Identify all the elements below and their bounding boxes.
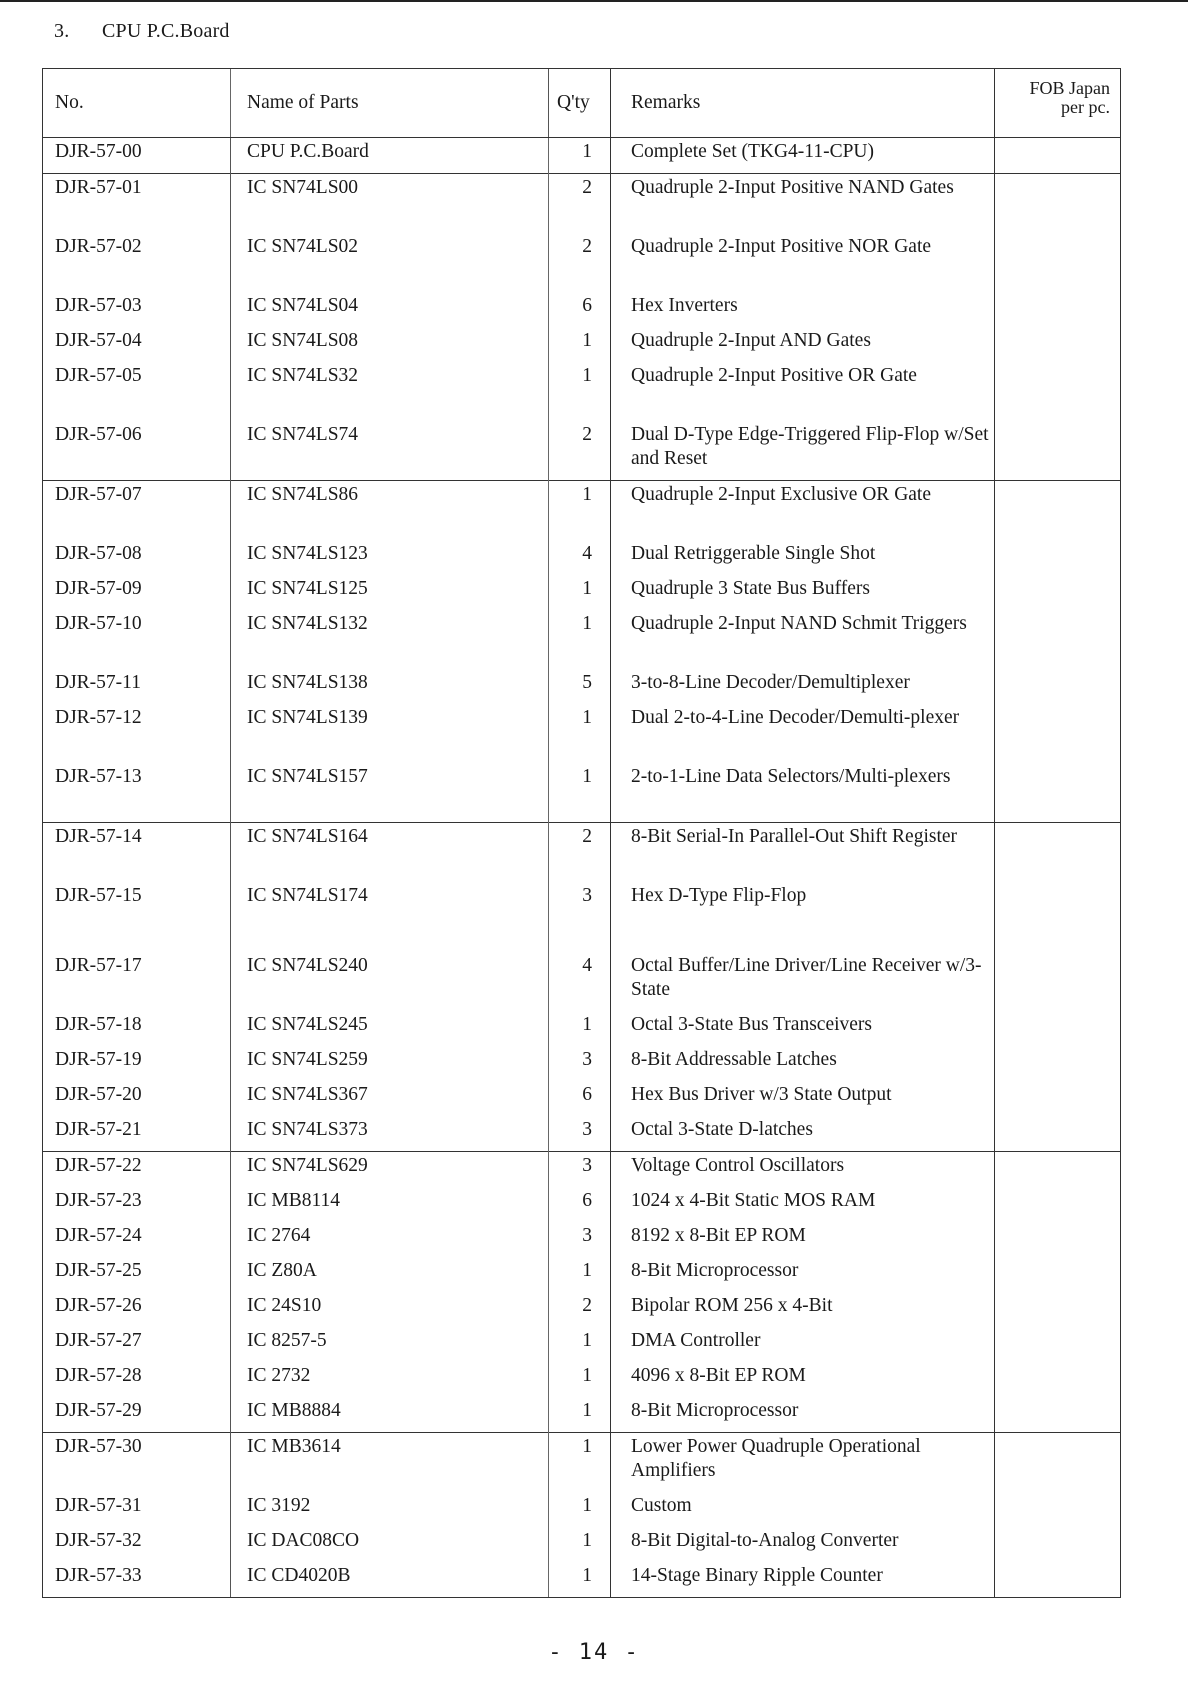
quantity-cell: 2 bbox=[549, 823, 611, 883]
quantity-cell: 1 bbox=[549, 362, 611, 421]
remarks-cell: Dual 2-to-4-Line Decoder/Demulti-plexer bbox=[611, 704, 995, 763]
quantity-cell: 1 bbox=[549, 1433, 611, 1493]
part-name-cell: IC SN74LS00 bbox=[231, 174, 549, 234]
quantity-cell: 1 bbox=[549, 138, 611, 174]
part-name-cell: IC 8257-5 bbox=[231, 1327, 549, 1362]
part-number-cell: DJR-57-32 bbox=[43, 1527, 231, 1562]
fob-price-cell bbox=[995, 138, 1121, 174]
quantity-cell: 2 bbox=[549, 174, 611, 234]
fob-price-cell bbox=[995, 1362, 1121, 1397]
part-number-cell: DJR-57-07 bbox=[43, 481, 231, 541]
fob-price-cell bbox=[995, 1152, 1121, 1188]
remarks-cell: 4096 x 8-Bit EP ROM bbox=[611, 1362, 995, 1397]
quantity-cell: 2 bbox=[549, 421, 611, 481]
quantity-cell: 2 bbox=[549, 1292, 611, 1327]
part-number-cell: DJR-57-02 bbox=[43, 233, 231, 292]
header-no: No. bbox=[43, 69, 231, 138]
quantity-cell: 3 bbox=[549, 882, 611, 952]
fob-price-cell bbox=[995, 823, 1121, 883]
part-name-cell: IC SN74LS139 bbox=[231, 704, 549, 763]
part-name-cell: IC SN74LS174 bbox=[231, 882, 549, 952]
fob-price-cell bbox=[995, 1562, 1121, 1598]
header-qty: Q'ty bbox=[549, 69, 611, 138]
part-name-cell: IC SN74LS08 bbox=[231, 327, 549, 362]
part-number-cell: DJR-57-14 bbox=[43, 823, 231, 883]
remarks-cell: Custom bbox=[611, 1492, 995, 1527]
table-row bbox=[43, 1397, 1121, 1433]
part-number-cell: DJR-57-17 bbox=[43, 952, 231, 1011]
part-number-cell: DJR-57-29 bbox=[43, 1397, 231, 1433]
part-number-cell: DJR-57-09 bbox=[43, 575, 231, 610]
quantity-cell: 1 bbox=[549, 1527, 611, 1562]
part-number-cell: DJR-57-12 bbox=[43, 704, 231, 763]
part-name-cell: IC SN74LS74 bbox=[231, 421, 549, 481]
table-row bbox=[43, 1362, 1121, 1397]
remarks-cell: 8-Bit Serial-In Parallel-Out Shift Register bbox=[611, 823, 995, 883]
table-row bbox=[43, 669, 1121, 704]
part-name-cell: IC MB3614 bbox=[231, 1433, 549, 1493]
table-row bbox=[43, 1562, 1121, 1598]
remarks-cell: Octal 3-State Bus Transceivers bbox=[611, 1011, 995, 1046]
header-fob-line1: FOB Japan bbox=[1029, 78, 1110, 98]
fob-price-cell bbox=[995, 1397, 1121, 1433]
table-row bbox=[43, 1292, 1121, 1327]
part-number-cell: DJR-57-27 bbox=[43, 1327, 231, 1362]
table-row bbox=[43, 1116, 1121, 1152]
quantity-cell: 1 bbox=[549, 481, 611, 541]
part-name-cell: IC SN74LS259 bbox=[231, 1046, 549, 1081]
part-number-cell: DJR-57-08 bbox=[43, 540, 231, 575]
fob-price-cell bbox=[995, 704, 1121, 763]
remarks-cell: Lower Power Quadruple Operational Amplifiers bbox=[611, 1433, 995, 1493]
fob-price-cell bbox=[995, 1492, 1121, 1527]
remarks-cell: 8-Bit Addressable Latches bbox=[611, 1046, 995, 1081]
fob-price-cell bbox=[995, 669, 1121, 704]
remarks-cell: Hex Bus Driver w/3 State Output bbox=[611, 1081, 995, 1116]
remarks-cell: 8-Bit Microprocessor bbox=[611, 1397, 995, 1433]
remarks-cell: 8192 x 8-Bit EP ROM bbox=[611, 1222, 995, 1257]
remarks-cell: Dual Retriggerable Single Shot bbox=[611, 540, 995, 575]
header-fob-price bbox=[995, 69, 1121, 138]
part-number-cell: DJR-57-15 bbox=[43, 882, 231, 952]
part-name-cell: IC 3192 bbox=[231, 1492, 549, 1527]
part-name-cell: IC 2732 bbox=[231, 1362, 549, 1397]
part-name-cell: IC SN74LS157 bbox=[231, 763, 549, 823]
parts-table-header bbox=[43, 69, 1121, 138]
part-number-cell: DJR-57-33 bbox=[43, 1562, 231, 1598]
parts-table bbox=[42, 68, 1121, 1598]
part-number-cell: DJR-57-22 bbox=[43, 1152, 231, 1188]
table-row bbox=[43, 763, 1121, 823]
fob-price-cell bbox=[995, 481, 1121, 541]
remarks-cell: DMA Controller bbox=[611, 1327, 995, 1362]
quantity-cell: 6 bbox=[549, 1187, 611, 1222]
section-title: CPU P.C.Board bbox=[102, 20, 230, 42]
quantity-cell: 2 bbox=[549, 233, 611, 292]
remarks-cell: Octal Buffer/Line Driver/Line Receiver w/3-State bbox=[611, 952, 995, 1011]
quantity-cell: 1 bbox=[549, 327, 611, 362]
remarks-cell: 3-to-8-Line Decoder/Demultiplexer bbox=[611, 669, 995, 704]
part-name-cell: CPU P.C.Board bbox=[231, 138, 549, 174]
fob-price-cell bbox=[995, 1292, 1121, 1327]
part-number-cell: DJR-57-00 bbox=[43, 138, 231, 174]
fob-price-cell bbox=[995, 1116, 1121, 1152]
header-remarks: Remarks bbox=[611, 69, 995, 138]
fob-price-cell bbox=[995, 1046, 1121, 1081]
remarks-cell: Quadruple 2-Input NAND Schmit Triggers bbox=[611, 610, 995, 669]
fob-price-cell bbox=[995, 1527, 1121, 1562]
table-row bbox=[43, 1011, 1121, 1046]
part-number-cell: DJR-57-04 bbox=[43, 327, 231, 362]
part-name-cell: IC SN74LS367 bbox=[231, 1081, 549, 1116]
fob-price-cell bbox=[995, 1327, 1121, 1362]
fob-price-cell bbox=[995, 327, 1121, 362]
table-row bbox=[43, 540, 1121, 575]
remarks-cell: Quadruple 3 State Bus Buffers bbox=[611, 575, 995, 610]
table-row bbox=[43, 1327, 1121, 1362]
quantity-cell: 3 bbox=[549, 1152, 611, 1188]
part-number-cell: DJR-57-18 bbox=[43, 1011, 231, 1046]
quantity-cell: 1 bbox=[549, 1492, 611, 1527]
part-name-cell: IC SN74LS04 bbox=[231, 292, 549, 327]
fob-price-cell bbox=[995, 540, 1121, 575]
part-name-cell: IC SN74LS123 bbox=[231, 540, 549, 575]
table-row bbox=[43, 882, 1121, 952]
part-name-cell: IC MB8884 bbox=[231, 1397, 549, 1433]
parts-table-body bbox=[43, 138, 1121, 1598]
page-number: - 14 - bbox=[548, 1640, 640, 1665]
remarks-cell: 2-to-1-Line Data Selectors/Multi-plexers bbox=[611, 763, 995, 823]
table-row bbox=[43, 1257, 1121, 1292]
remarks-cell: Quadruple 2-Input Positive OR Gate bbox=[611, 362, 995, 421]
fob-price-cell bbox=[995, 763, 1121, 823]
part-number-cell: DJR-57-20 bbox=[43, 1081, 231, 1116]
part-name-cell: IC Z80A bbox=[231, 1257, 549, 1292]
part-name-cell: IC SN74LS373 bbox=[231, 1116, 549, 1152]
part-number-cell: DJR-57-28 bbox=[43, 1362, 231, 1397]
part-name-cell: IC SN74LS629 bbox=[231, 1152, 549, 1188]
table-row bbox=[43, 481, 1121, 541]
quantity-cell: 1 bbox=[549, 575, 611, 610]
top-rule bbox=[0, 0, 1188, 2]
part-number-cell: DJR-57-05 bbox=[43, 362, 231, 421]
part-number-cell: DJR-57-24 bbox=[43, 1222, 231, 1257]
part-name-cell: IC DAC08CO bbox=[231, 1527, 549, 1562]
table-row bbox=[43, 233, 1121, 292]
table-row bbox=[43, 1152, 1121, 1188]
remarks-cell: Quadruple 2-Input Exclusive OR Gate bbox=[611, 481, 995, 541]
quantity-cell: 4 bbox=[549, 952, 611, 1011]
remarks-cell: 1024 x 4-Bit Static MOS RAM bbox=[611, 1187, 995, 1222]
part-number-cell: DJR-57-11 bbox=[43, 669, 231, 704]
table-row bbox=[43, 1187, 1121, 1222]
table-row bbox=[43, 421, 1121, 481]
part-number-cell: DJR-57-26 bbox=[43, 1292, 231, 1327]
table-row bbox=[43, 327, 1121, 362]
table-row bbox=[43, 1081, 1121, 1116]
quantity-cell: 1 bbox=[549, 1362, 611, 1397]
quantity-cell: 3 bbox=[549, 1222, 611, 1257]
part-name-cell: IC 2764 bbox=[231, 1222, 549, 1257]
fob-price-cell bbox=[995, 233, 1121, 292]
remarks-cell: Voltage Control Oscillators bbox=[611, 1152, 995, 1188]
fob-price-cell bbox=[995, 952, 1121, 1011]
header-name-of-parts: Name of Parts bbox=[231, 69, 549, 138]
quantity-cell: 5 bbox=[549, 669, 611, 704]
parts-table-container bbox=[42, 68, 1120, 1598]
part-name-cell: IC MB8114 bbox=[231, 1187, 549, 1222]
part-number-cell: DJR-57-30 bbox=[43, 1433, 231, 1493]
part-name-cell: IC SN74LS132 bbox=[231, 610, 549, 669]
remarks-cell: Octal 3-State D-latches bbox=[611, 1116, 995, 1152]
remarks-cell: Quadruple 2-Input AND Gates bbox=[611, 327, 995, 362]
quantity-cell: 4 bbox=[549, 540, 611, 575]
fob-price-cell bbox=[995, 174, 1121, 234]
table-row bbox=[43, 823, 1121, 883]
fob-price-cell bbox=[995, 362, 1121, 421]
quantity-cell: 1 bbox=[549, 1397, 611, 1433]
table-row bbox=[43, 1046, 1121, 1081]
fob-price-cell bbox=[995, 1433, 1121, 1493]
quantity-cell: 1 bbox=[549, 704, 611, 763]
part-number-cell: DJR-57-25 bbox=[43, 1257, 231, 1292]
table-row bbox=[43, 575, 1121, 610]
fob-price-cell bbox=[995, 1257, 1121, 1292]
table-row bbox=[43, 174, 1121, 234]
quantity-cell: 1 bbox=[549, 1011, 611, 1046]
remarks-cell: 14-Stage Binary Ripple Counter bbox=[611, 1562, 995, 1598]
part-name-cell: IC SN74LS240 bbox=[231, 952, 549, 1011]
table-row bbox=[43, 1527, 1121, 1562]
quantity-cell: 3 bbox=[549, 1046, 611, 1081]
table-row bbox=[43, 1222, 1121, 1257]
fob-price-cell bbox=[995, 421, 1121, 481]
part-number-cell: DJR-57-01 bbox=[43, 174, 231, 234]
remarks-cell: Hex Inverters bbox=[611, 292, 995, 327]
fob-price-cell bbox=[995, 1011, 1121, 1046]
table-row bbox=[43, 610, 1121, 669]
part-name-cell: IC SN74LS125 bbox=[231, 575, 549, 610]
part-name-cell: IC SN74LS32 bbox=[231, 362, 549, 421]
remarks-cell: 8-Bit Digital-to-Analog Converter bbox=[611, 1527, 995, 1562]
quantity-cell: 1 bbox=[549, 1562, 611, 1598]
remarks-cell: Hex D-Type Flip-Flop bbox=[611, 882, 995, 952]
part-name-cell: IC SN74LS86 bbox=[231, 481, 549, 541]
header-fob-line2: per pc. bbox=[1061, 97, 1110, 117]
part-name-cell: IC SN74LS138 bbox=[231, 669, 549, 704]
table-row bbox=[43, 704, 1121, 763]
remarks-cell: Dual D-Type Edge-Triggered Flip-Flop w/Set and Reset bbox=[611, 421, 995, 481]
fob-price-cell bbox=[995, 610, 1121, 669]
part-name-cell: IC 24S10 bbox=[231, 1292, 549, 1327]
section-heading bbox=[54, 20, 230, 43]
fob-price-cell bbox=[995, 575, 1121, 610]
table-row bbox=[43, 362, 1121, 421]
table-row bbox=[43, 1492, 1121, 1527]
remarks-cell: Bipolar ROM 256 x 4-Bit bbox=[611, 1292, 995, 1327]
table-row bbox=[43, 952, 1121, 1011]
part-number-cell: DJR-57-03 bbox=[43, 292, 231, 327]
part-number-cell: DJR-57-21 bbox=[43, 1116, 231, 1152]
quantity-cell: 1 bbox=[549, 1257, 611, 1292]
part-number-cell: DJR-57-31 bbox=[43, 1492, 231, 1527]
quantity-cell: 1 bbox=[549, 610, 611, 669]
quantity-cell: 6 bbox=[549, 1081, 611, 1116]
part-number-cell: DJR-57-10 bbox=[43, 610, 231, 669]
remarks-cell: Complete Set (TKG4-11-CPU) bbox=[611, 138, 995, 174]
table-row bbox=[43, 138, 1121, 174]
part-number-cell: DJR-57-13 bbox=[43, 763, 231, 823]
fob-price-cell bbox=[995, 1187, 1121, 1222]
section-number: 3. bbox=[54, 20, 70, 42]
table-row bbox=[43, 292, 1121, 327]
part-name-cell: IC CD4020B bbox=[231, 1562, 549, 1598]
part-name-cell: IC SN74LS245 bbox=[231, 1011, 549, 1046]
part-name-cell: IC SN74LS164 bbox=[231, 823, 549, 883]
fob-price-cell bbox=[995, 292, 1121, 327]
fob-price-cell bbox=[995, 1222, 1121, 1257]
remarks-cell: Quadruple 2-Input Positive NAND Gates bbox=[611, 174, 995, 234]
quantity-cell: 3 bbox=[549, 1116, 611, 1152]
part-name-cell: IC SN74LS02 bbox=[231, 233, 549, 292]
remarks-cell: 8-Bit Microprocessor bbox=[611, 1257, 995, 1292]
fob-price-cell bbox=[995, 1081, 1121, 1116]
part-number-cell: DJR-57-19 bbox=[43, 1046, 231, 1081]
quantity-cell: 1 bbox=[549, 1327, 611, 1362]
part-number-cell: DJR-57-06 bbox=[43, 421, 231, 481]
table-row bbox=[43, 1433, 1121, 1493]
quantity-cell: 6 bbox=[549, 292, 611, 327]
part-number-cell: DJR-57-23 bbox=[43, 1187, 231, 1222]
quantity-cell: 1 bbox=[549, 763, 611, 823]
remarks-cell: Quadruple 2-Input Positive NOR Gate bbox=[611, 233, 995, 292]
fob-price-cell bbox=[995, 882, 1121, 952]
